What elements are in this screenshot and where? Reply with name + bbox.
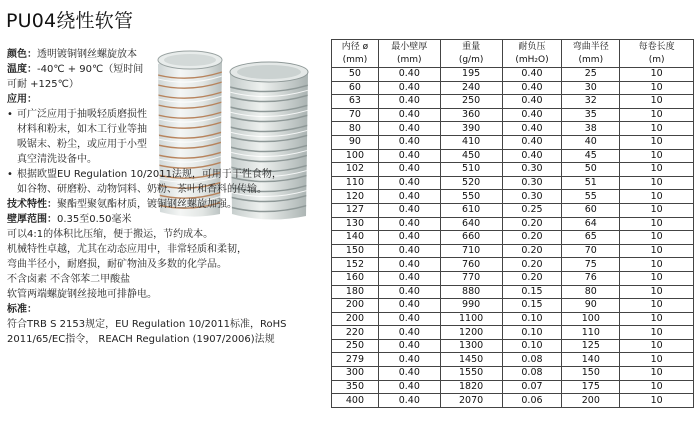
table-cell: 0.40: [378, 81, 440, 95]
table-cell: 10: [620, 271, 694, 285]
application-text: 可广泛应用于抽吸轻质磨损性材料和粉末，如木工行业等抽吸锯末、粉尘，或应用于小型真空清洗设备中。: [17, 109, 147, 165]
table-cell: 125: [562, 339, 620, 353]
table-row: [332, 244, 694, 258]
temperature-value: -40℃ + 90℃（短时间可耐 +125℃）: [7, 64, 144, 90]
table-cell: 0.40: [378, 163, 440, 177]
table-cell: 0.20: [502, 231, 562, 245]
table-cell: 65: [562, 231, 620, 245]
table-cell: 70: [332, 108, 379, 122]
table-cell: 880: [440, 285, 502, 299]
table-cell: 0.08: [502, 367, 562, 381]
table-row: [332, 299, 694, 313]
table-cell: 25: [562, 68, 620, 82]
table-cell: 279: [332, 353, 379, 367]
table-cell: 130: [332, 217, 379, 231]
table-cell: 0.25: [502, 203, 562, 217]
table-cell: 400: [332, 394, 379, 408]
table-cell: 51: [562, 176, 620, 190]
wall-thickness-label: 壁厚范围：: [7, 214, 57, 225]
table-cell: 390: [440, 122, 502, 136]
table-cell: 0.08: [502, 353, 562, 367]
table-cell: 160: [332, 271, 379, 285]
table-cell: 0.40: [378, 135, 440, 149]
product-description: [7, 47, 307, 347]
standard-label: 标准：: [7, 304, 37, 315]
application-bullet: [7, 167, 307, 197]
table-cell: 38: [562, 122, 620, 136]
table-cell: 0.40: [502, 122, 562, 136]
table-cell: 10: [620, 95, 694, 109]
table-cell: 0.40: [378, 271, 440, 285]
table-cell: 10: [620, 81, 694, 95]
table-cell: 10: [620, 108, 694, 122]
table-cell: 0.20: [502, 258, 562, 272]
table-row: [332, 68, 694, 82]
table-cell: 1200: [440, 326, 502, 340]
table-cell: 0.30: [502, 190, 562, 204]
temperature-spec: [7, 62, 152, 92]
table-cell: 180: [332, 285, 379, 299]
table-row: [332, 108, 694, 122]
table-row: [332, 312, 694, 326]
table-cell: 0.40: [378, 68, 440, 82]
table-cell: 640: [440, 217, 502, 231]
table-cell: 1820: [440, 380, 502, 394]
wall-thickness-value: 0.35至0.50毫米: [57, 214, 132, 225]
table-cell: 0.40: [502, 149, 562, 163]
tech-spec: [7, 197, 307, 212]
table-cell: 10: [620, 203, 694, 217]
table-cell: 0.40: [502, 135, 562, 149]
table-cell: 110: [332, 176, 379, 190]
table-cell: 175: [562, 380, 620, 394]
table-cell: 0.40: [378, 326, 440, 340]
wall-thickness-spec: [7, 212, 307, 227]
table-cell: 63: [332, 95, 379, 109]
table-cell: 100: [332, 149, 379, 163]
table-cell: 0.40: [378, 299, 440, 313]
table-cell: 760: [440, 258, 502, 272]
color-value: 透明镀铜钢丝螺旋放本: [37, 49, 137, 60]
table-cell: 10: [620, 68, 694, 82]
table-cell: 0.06: [502, 394, 562, 408]
color-spec: [7, 47, 152, 62]
table-row: [332, 367, 694, 381]
table-cell: 200: [332, 299, 379, 313]
table-header-row: [332, 40, 694, 68]
table-cell: 75: [562, 258, 620, 272]
feature-line: 机械特性卓越，尤其在动态应用中，非常轻质和柔韧，: [7, 244, 247, 255]
table-cell: 80: [332, 122, 379, 136]
table-cell: 0.20: [502, 271, 562, 285]
table-row: [332, 258, 694, 272]
feature-line: 不含卤素 不含邻苯二甲酸盐: [7, 274, 131, 285]
application-label: 应用：: [7, 94, 37, 105]
table-row: [332, 190, 694, 204]
table-cell: 360: [440, 108, 502, 122]
temperature-label: 温度：: [7, 64, 37, 75]
table-cell: 0.40: [378, 108, 440, 122]
table-cell: 0.40: [378, 190, 440, 204]
table-cell: 1300: [440, 339, 502, 353]
table-row: [332, 353, 694, 367]
table-cell: 0.40: [378, 258, 440, 272]
table-row: [332, 271, 694, 285]
table-cell: 550: [440, 190, 502, 204]
header-roll-length: 每卷长度 (m): [620, 40, 694, 68]
table-cell: 60: [332, 81, 379, 95]
table-cell: 200: [562, 394, 620, 408]
table-cell: 10: [620, 244, 694, 258]
feature-line: 软管两端螺旋钢丝接地可排静电。: [7, 289, 157, 300]
table-cell: 120: [332, 190, 379, 204]
table-cell: 1100: [440, 312, 502, 326]
table-cell: 250: [332, 339, 379, 353]
bullet-dot: •: [7, 109, 13, 120]
standard-line: 符合TRB S 2153规定，EU Regulation 10/2011标准，RoHS: [7, 319, 287, 330]
table-cell: 1450: [440, 353, 502, 367]
table-cell: 10: [620, 367, 694, 381]
table-cell: 0.40: [378, 176, 440, 190]
table-cell: 0.40: [378, 231, 440, 245]
table-cell: 10: [620, 380, 694, 394]
table-cell: 450: [440, 149, 502, 163]
table-cell: 45: [562, 149, 620, 163]
table-cell: 520: [440, 176, 502, 190]
table-cell: 0.40: [502, 81, 562, 95]
table-cell: 770: [440, 271, 502, 285]
table-cell: 0.40: [378, 95, 440, 109]
table-cell: 10: [620, 135, 694, 149]
table-row: [332, 95, 694, 109]
table-cell: 150: [562, 367, 620, 381]
application-bullet: [7, 107, 152, 167]
table-row: [332, 326, 694, 340]
table-cell: 64: [562, 217, 620, 231]
table-row: [332, 231, 694, 245]
table-cell: 0.40: [502, 95, 562, 109]
table-cell: 55: [562, 190, 620, 204]
table-cell: 100: [562, 312, 620, 326]
table-row: [332, 176, 694, 190]
table-cell: 80: [562, 285, 620, 299]
table-cell: 0.40: [378, 149, 440, 163]
table-row: [332, 122, 694, 136]
table-cell: 10: [620, 299, 694, 313]
table-cell: 0.40: [378, 217, 440, 231]
table-cell: 0.40: [378, 353, 440, 367]
table-cell: 0.40: [378, 122, 440, 136]
table-body: [332, 68, 694, 408]
page-title: PU04绕性软管: [6, 10, 134, 32]
application-text: 根据欧盟EU Regulation 10/2011法规，可用于干性食物，如谷物、研磨粉、动物饲料、奶粉、茶叶和香料的传输。: [17, 169, 282, 195]
header-weight: 重量 (g/m): [440, 40, 502, 68]
table-cell: 610: [440, 203, 502, 217]
table-cell: 10: [620, 312, 694, 326]
table-cell: 240: [440, 81, 502, 95]
table-cell: 990: [440, 299, 502, 313]
table-cell: 0.20: [502, 244, 562, 258]
table-cell: 110: [562, 326, 620, 340]
table-cell: 32: [562, 95, 620, 109]
table-cell: 200: [332, 312, 379, 326]
table-cell: 0.40: [502, 108, 562, 122]
table-cell: 10: [620, 285, 694, 299]
color-label: 颜色：: [7, 49, 37, 60]
table-cell: 0.40: [378, 367, 440, 381]
table-cell: 140: [562, 353, 620, 367]
table-cell: 90: [562, 299, 620, 313]
table-cell: 1550: [440, 367, 502, 381]
standard-line: 2011/65/EC指令， REACH Regulation (1907/2006)法规: [7, 334, 275, 345]
table-cell: 150: [332, 244, 379, 258]
table-cell: 0.40: [378, 394, 440, 408]
tech-value: 聚酯型聚氨酯材质，镀铜钢丝螺旋加强。: [57, 199, 237, 210]
table-cell: 10: [620, 149, 694, 163]
table-cell: 0.30: [502, 176, 562, 190]
table-row: [332, 163, 694, 177]
table-cell: 0.40: [502, 68, 562, 82]
table-row: [332, 217, 694, 231]
header-vacuum: 耐负压 (mH₂O): [502, 40, 562, 68]
table-cell: 10: [620, 122, 694, 136]
table-cell: 50: [562, 163, 620, 177]
table-cell: 300: [332, 367, 379, 381]
table-cell: 0.10: [502, 326, 562, 340]
specification-table: [331, 39, 694, 408]
tech-label: 技术特性：: [7, 199, 57, 210]
table-cell: 10: [620, 190, 694, 204]
table-cell: 0.15: [502, 299, 562, 313]
table-cell: 2070: [440, 394, 502, 408]
table-cell: 510: [440, 163, 502, 177]
feature-line: 可以4:1的体积比压缩，便于搬运，节约成本。: [7, 229, 214, 240]
table-row: [332, 285, 694, 299]
table-cell: 350: [332, 380, 379, 394]
table-row: [332, 135, 694, 149]
table-cell: 30: [562, 81, 620, 95]
table-row: [332, 394, 694, 408]
table-cell: 60: [562, 203, 620, 217]
table-cell: 0.10: [502, 339, 562, 353]
table-cell: 10: [620, 339, 694, 353]
table-cell: 710: [440, 244, 502, 258]
table-cell: 10: [620, 394, 694, 408]
table-cell: 10: [620, 258, 694, 272]
table-cell: 410: [440, 135, 502, 149]
table-cell: 0.20: [502, 217, 562, 231]
table-cell: 50: [332, 68, 379, 82]
feature-line: 弯曲半径小，耐磨损，耐矿物油及多数的化学品。: [7, 259, 227, 270]
table-row: [332, 81, 694, 95]
table-cell: 220: [332, 326, 379, 340]
table-cell: 152: [332, 258, 379, 272]
table-cell: 102: [332, 163, 379, 177]
table-cell: 0.40: [378, 312, 440, 326]
table-cell: 0.40: [378, 244, 440, 258]
table-cell: 10: [620, 231, 694, 245]
table-cell: 10: [620, 326, 694, 340]
table-row: [332, 203, 694, 217]
table-cell: 76: [562, 271, 620, 285]
table-cell: 10: [620, 217, 694, 231]
bullet-dot: •: [7, 169, 13, 180]
header-inner-diameter: 内径 ø (mm): [332, 40, 379, 68]
table-cell: 0.40: [378, 285, 440, 299]
table-cell: 140: [332, 231, 379, 245]
table-cell: 0.40: [378, 380, 440, 394]
table-row: [332, 339, 694, 353]
header-bend-radius: 弯曲半径 (mm): [562, 40, 620, 68]
table-cell: 250: [440, 95, 502, 109]
table-cell: 0.10: [502, 312, 562, 326]
table-cell: 0.40: [378, 203, 440, 217]
table-cell: 10: [620, 176, 694, 190]
table-cell: 660: [440, 231, 502, 245]
table-cell: 0.07: [502, 380, 562, 394]
table-cell: 90: [332, 135, 379, 149]
header-min-wall: 最小壁厚 (mm): [378, 40, 440, 68]
table-cell: 10: [620, 353, 694, 367]
table-cell: 40: [562, 135, 620, 149]
table-cell: 0.40: [378, 339, 440, 353]
table-cell: 0.30: [502, 163, 562, 177]
table-cell: 127: [332, 203, 379, 217]
table-row: [332, 149, 694, 163]
table-row: [332, 380, 694, 394]
table-cell: 35: [562, 108, 620, 122]
table-cell: 10: [620, 163, 694, 177]
table-cell: 195: [440, 68, 502, 82]
table-cell: 70: [562, 244, 620, 258]
table-cell: 0.15: [502, 285, 562, 299]
